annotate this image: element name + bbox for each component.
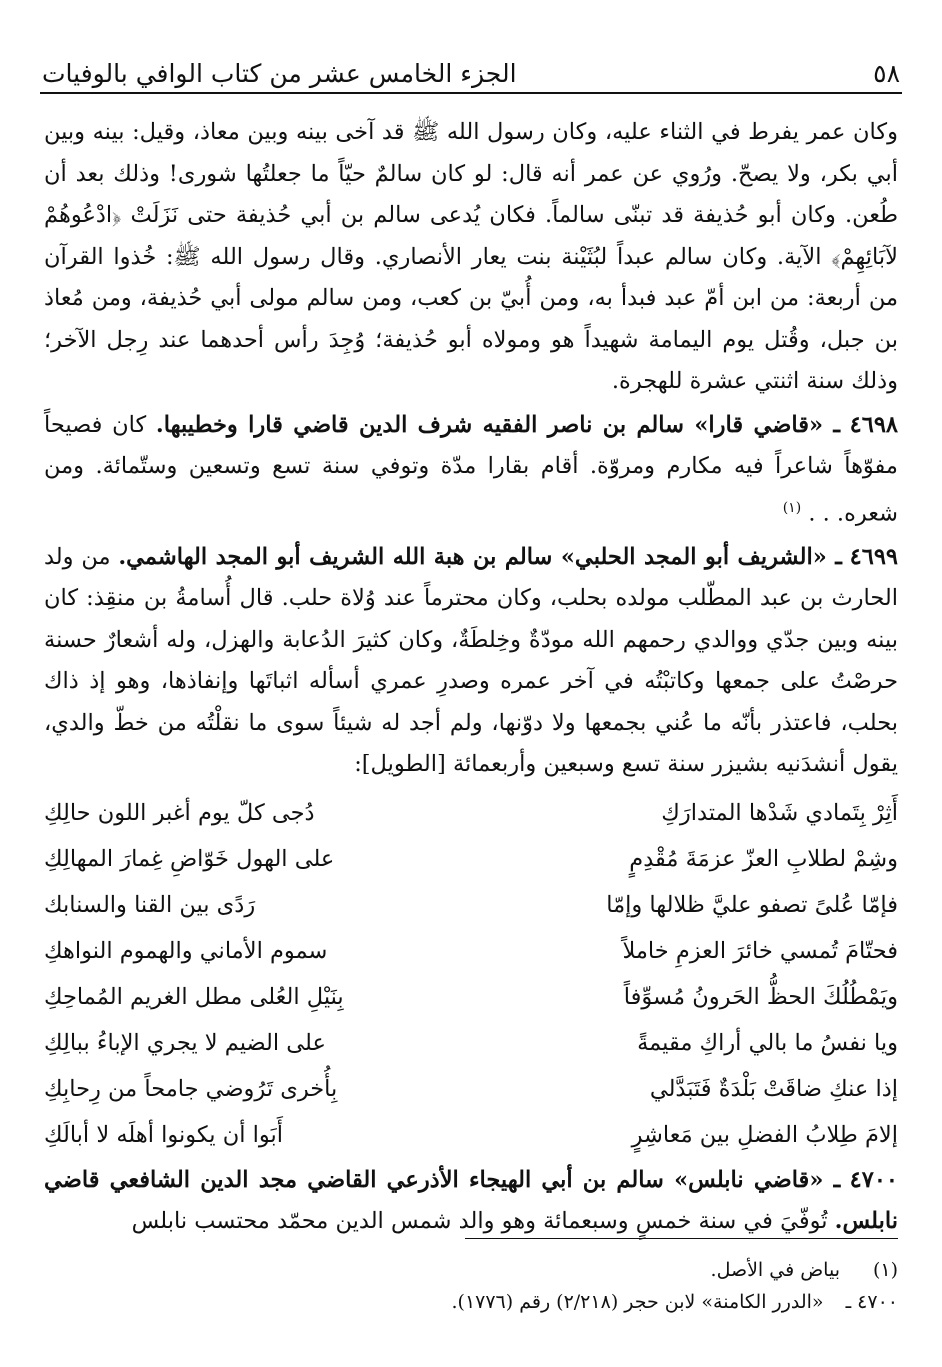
page-header bbox=[42, 48, 900, 88]
entry-text: كان فصيحاً مفوّهاً شاعراً فيه مكارم ومروّة. أقام بقارا مدّة وتوفي سنة تسع وتسعين وستّمائة. ومن شعره. . . bbox=[44, 411, 898, 526]
verse-first-hemistich: ويا نفسُ ما بالي أراكِ مقيمةً bbox=[637, 1029, 898, 1056]
verse-first-hemistich: فإمّا عُلىً تصفو عليَّ ظلالها وإمّا bbox=[606, 891, 898, 918]
verse bbox=[44, 1066, 898, 1112]
entry-number: ٤٦٩٩ bbox=[849, 543, 898, 570]
verse bbox=[44, 1020, 898, 1066]
verse bbox=[44, 836, 898, 882]
entry-number: ٤٧٠٠ bbox=[849, 1166, 899, 1193]
page-number: ٥٨ bbox=[873, 59, 900, 88]
footnotes bbox=[44, 1254, 898, 1318]
poem bbox=[44, 790, 898, 1158]
entry-4698: ٤٦٩٨ ـ «قاضي قارا» سالم بن ناصر الفقيه شرف الدين قاضي قارا وخطيبها. كان فصيحاً مفوّهاً شاعراً فيه مكارم ومروّة. أقام بقارا مدّة وتوفي سنة تسع وتسعين وستّمائة. ومن شعره. . . $^{(١)}$ bbox=[44, 411, 898, 526]
verse-first-hemistich: إلامَ طِلابُ الفضلِ بين مَعاشِرٍ bbox=[631, 1121, 898, 1148]
footnote-mark: (١) bbox=[872, 1259, 898, 1281]
entry-heading: «الشريف أبو المجد الحلبي» سالم بن هبة الله الشريف أبو المجد الهاشمي. bbox=[118, 543, 827, 570]
footnote-text: «الدرر الكامنة» لابن حجر (٢/٢١٨) رقم (١٧٧٦). bbox=[451, 1291, 824, 1313]
entry-text: من ولد الحارث بن عبد المطّلب مولده بحلب، وكان محترماً عند وُلاة حلب. قال أُسامةُ بن منقِذ: كان بينه وبين جدّي ووالدي رحمهم الله مودّةٌ وخِلطَةٌ، وكان كثيرَ الدُعابة والهزل، وله أشعارٌ حسنة حرصْتُ على جمعها وكاتبْتُه في آخر عمره وصدرِ عمري أسأله اثباتَها وإنفاذها، وهو إذ ذاك بحلب، فاعتذر بأنّه ما عُني بجمعها ولا دوّنها، ولم أجد له شيئاً سوى ما نقلْتُه من خطّ والدي، يقول أنشدَنيه بشيزر سنة تسع وسبعين وأربعمائة [الطويل]: bbox=[44, 543, 898, 777]
verse-first-hemistich: وشِمْ لطلابِ العزّ عزمَةَ مُقْدِمٍ bbox=[629, 845, 898, 872]
verse-first-hemistich: إذا عنكِ ضاقَتْ بَلْدَةٌ فَتَبَدَّلي bbox=[649, 1075, 898, 1102]
entry-heading: «قاضي نابلس» سالم بن أبي الهيجاء الأذرعي القاضي مجد الدين الشافعي قاضي نابلس. bbox=[44, 1166, 898, 1234]
main-text bbox=[44, 112, 898, 1243]
footnote-ref[interactable]: (١) bbox=[782, 499, 802, 516]
verse bbox=[44, 974, 898, 1020]
verse-second-hemistich: أَبَوا أن يكونوا أهلَه لا أبالَكِ bbox=[44, 1121, 284, 1148]
verse bbox=[44, 928, 898, 974]
verse-first-hemistich: فحتّامَ تُمسي خائرَ العزمِ خاملاً bbox=[622, 937, 898, 964]
footnote bbox=[44, 1286, 898, 1318]
verse bbox=[44, 790, 898, 836]
footnote-rule bbox=[465, 1238, 898, 1239]
verse-first-hemistich: ويَمْطُلُكَ الحظُّ الحَرونُ مُسوِّفاً bbox=[623, 983, 898, 1010]
verse bbox=[44, 1112, 898, 1158]
header-rule bbox=[40, 92, 902, 94]
verse-second-hemistich: سموم الأماني والهموم النواهكِ bbox=[44, 937, 328, 964]
entry-text: تُوفّيَ في سنة خمسٍ وسبعمائة وهو والد شمس الدين محمّد محتسب نابلس bbox=[131, 1208, 828, 1234]
footnote-text: بياض في الأصل. bbox=[710, 1259, 840, 1281]
running-title: الجزء الخامس عشر من كتاب الوافي بالوفيات bbox=[42, 59, 517, 88]
entry-heading: «قاضي قارا» سالم بن ناصر الفقيه شرف الدين قاضي قارا وخطيبها. bbox=[155, 411, 824, 438]
entry-4700: ٤٧٠٠ ـ «قاضي نابلس» سالم بن أبي الهيجاء الأذرعي القاضي مجد الدين الشافعي قاضي نابلس. تُوفّيَ في سنة خمسٍ وسبعمائة وهو والد شمس الدين محمّد محتسب نابلس bbox=[44, 1166, 899, 1234]
verse-second-hemistich: على الضيم لا يجري الإباءُ ببالِكِ bbox=[44, 1029, 326, 1056]
verse-second-hemistich: دُجى كلّ يوم أغبر اللون حالِكِ bbox=[44, 799, 315, 826]
footnote bbox=[44, 1254, 898, 1286]
intro-paragraph: وكان عمر يفرط في الثناء عليه، وكان رسول الله ﷺ قد آخى بينه وبين معاذ، وقيل: بينه وبين أبي بكر، ولا يصحّ. ورُوي عن عمر أنه قال: لو كان سالمٌ حيّاً ما جعلتُها شورى! وذلك بعد أن طُعن. وكان أبو حُذيفة قد تبنّى سالماً. فكان يُدعى سالم بن أبي حُذيفة حتى نَزَلَتْ ﴿ادْعُوهُمْ لآبَائِهِمْ﴾ الآية. وكان سالم عبداً لبُثَيْنة بنت يعار الأنصاري. وقال رسول الله ﷺ: خُذوا القرآن من أربعة: من ابن أمّ عبد فبدأ به، ومن أُبيّ بن كعب، ومن سالم مولى أبي حُذيفة، ومن مُعاذ بن جبل، وقُتل يوم اليمامة شهيداً هو ومولاه أبو حُذيفة؛ وُجِدَ رأس أحدهما عند رِجل الآخر؛ وذلك سنة اثنتي عشرة للهجرة. bbox=[44, 119, 898, 394]
entry-4699: ٤٦٩٩ ـ «الشريف أبو المجد الحلبي» سالم بن هبة الله الشريف أبو المجد الهاشمي. من ولد الحارث بن عبد المطّلب مولده بحلب، وكان محترماً عند وُلاة حلب. قال أُسامةُ بن منقِذ: كان بينه وبين جدّي ووالدي رحمهم الله مودّةٌ وخِلطَةٌ، وكان كثيرَ الدُعابة والهزل، وله أشعارٌ حسنة حرصْتُ على جمعها وكاتبْتُه في آخر عمره وصدرِ عمري أسأله اثباتَها وإنفاذها، وهو إذ ذاك بحلب، فاعتذر بأنّه ما عُني بجمعها ولا دوّنها، ولم أجد له شيئاً سوى ما نقلْتُه من خطّ والدي، يقول أنشدَنيه بشيزر سنة تسع وسبعين وأربعمائة [الطويل]: bbox=[44, 543, 898, 777]
verse-second-hemistich: رَدًى بين القنا والسنابك bbox=[44, 891, 256, 918]
footnote-mark: ٤٧٠٠ ـ bbox=[845, 1291, 898, 1313]
entry-number: ٤٦٩٨ bbox=[849, 411, 898, 438]
verse bbox=[44, 882, 898, 928]
verse-second-hemistich: على الهول خَوّاضِ غِمارَ المهالِكِ bbox=[44, 845, 335, 872]
verse-second-hemistich: بِأُخرى تَرُوضي جامحاً من رِحابِكِ bbox=[44, 1075, 338, 1102]
verse-second-hemistich: بِنَيْلِ العُلى مطل الغريم المُماحِكِ bbox=[44, 983, 344, 1010]
verse-first-hemistich: أَثِرْ بِتَمادي شَدْها المتدارَكِ bbox=[661, 799, 898, 826]
